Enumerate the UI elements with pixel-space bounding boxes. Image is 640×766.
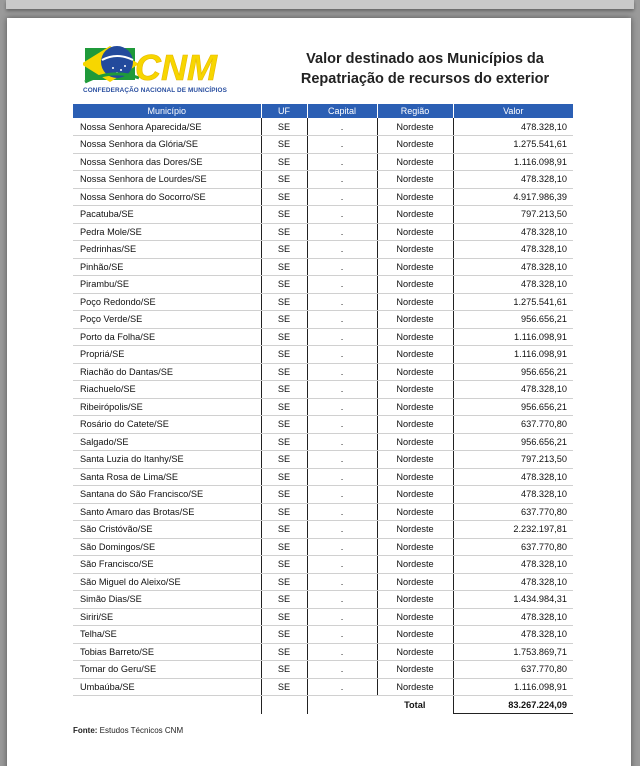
- table-row: [73, 468, 573, 486]
- cell-valor: 478.328,10: [453, 608, 573, 626]
- cell-uf: SE: [261, 433, 307, 451]
- total-label: Total: [404, 699, 426, 710]
- cell-uf: SE: [261, 258, 307, 276]
- cell-municipio: Pedrinhas/SE: [73, 241, 261, 259]
- cell-uf: SE: [261, 468, 307, 486]
- cell-regiao: Nordeste: [377, 626, 453, 644]
- brazil-flag-globe-icon: [83, 38, 243, 88]
- cell-capital: .: [307, 153, 377, 171]
- cell-uf: SE: [261, 328, 307, 346]
- cell-regiao: Nordeste: [377, 398, 453, 416]
- table-row: [73, 486, 573, 504]
- cell-municipio: Santo Amaro das Brotas/SE: [73, 503, 261, 521]
- table-row: [73, 556, 573, 574]
- cell-regiao: Nordeste: [377, 153, 453, 171]
- cell-regiao: Nordeste: [377, 328, 453, 346]
- cell-capital: .: [307, 293, 377, 311]
- table-row: [73, 188, 573, 206]
- cell-capital: .: [307, 573, 377, 591]
- logo-caption: CONFEDERAÇÃO NACIONAL DE MUNICÍPIOS: [83, 87, 227, 94]
- cell-municipio: Telha/SE: [73, 626, 261, 644]
- cell-valor: 1.116.098,91: [453, 678, 573, 696]
- table-row: [73, 171, 573, 189]
- cell-regiao: Nordeste: [377, 293, 453, 311]
- cell-municipio: Nossa Senhora da Glória/SE: [73, 136, 261, 154]
- cell-valor: 478.328,10: [453, 573, 573, 591]
- table-row: [73, 503, 573, 521]
- cell-valor: 637.770,80: [453, 661, 573, 679]
- table-row: [73, 608, 573, 626]
- cell-uf: SE: [261, 608, 307, 626]
- table-row: [73, 573, 573, 591]
- cell-valor: 478.328,10: [453, 223, 573, 241]
- cell-regiao: Nordeste: [377, 521, 453, 539]
- cell-municipio: Nossa Senhora das Dores/SE: [73, 153, 261, 171]
- cell-uf: SE: [261, 188, 307, 206]
- cell-uf: SE: [261, 556, 307, 574]
- cell-capital: .: [307, 451, 377, 469]
- table-row: [73, 328, 573, 346]
- cell-municipio: Propriá/SE: [73, 346, 261, 364]
- cell-capital: .: [307, 556, 377, 574]
- cell-valor: 478.328,10: [453, 556, 573, 574]
- cell-regiao: Nordeste: [377, 311, 453, 329]
- table-row: [73, 206, 573, 224]
- cell-regiao: Nordeste: [377, 433, 453, 451]
- cell-uf: SE: [261, 206, 307, 224]
- cell-capital: .: [307, 468, 377, 486]
- cell-capital: .: [307, 398, 377, 416]
- cell-capital: .: [307, 188, 377, 206]
- cell-uf: SE: [261, 118, 307, 136]
- table-row: [73, 398, 573, 416]
- cell-uf: SE: [261, 416, 307, 434]
- cell-regiao: Nordeste: [377, 136, 453, 154]
- table-row: [73, 678, 573, 696]
- cell-valor: 478.328,10: [453, 258, 573, 276]
- table-row: [73, 136, 573, 154]
- cell-valor: 4.917.986,39: [453, 188, 573, 206]
- cell-uf: SE: [261, 241, 307, 259]
- cell-uf: SE: [261, 276, 307, 294]
- source-footer: [73, 726, 183, 735]
- cell-municipio: São Miguel do Aleixo/SE: [73, 573, 261, 591]
- cell-municipio: Nossa Senhora Aparecida/SE: [73, 118, 261, 136]
- cell-capital: .: [307, 328, 377, 346]
- cell-valor: 1.116.098,91: [453, 153, 573, 171]
- cell-capital: .: [307, 206, 377, 224]
- cell-capital: .: [307, 503, 377, 521]
- cell-regiao: Nordeste: [377, 188, 453, 206]
- cell-regiao: Nordeste: [377, 608, 453, 626]
- cell-valor: 1.753.869,71: [453, 643, 573, 661]
- cell-valor: 478.328,10: [453, 241, 573, 259]
- cell-uf: SE: [261, 486, 307, 504]
- cell-regiao: Nordeste: [377, 363, 453, 381]
- cell-regiao: Nordeste: [377, 223, 453, 241]
- cell-regiao: Nordeste: [377, 468, 453, 486]
- cell-capital: .: [307, 346, 377, 364]
- cell-uf: SE: [261, 661, 307, 679]
- cell-uf: SE: [261, 643, 307, 661]
- cell-regiao: Nordeste: [377, 661, 453, 679]
- table-row: [73, 293, 573, 311]
- cell-regiao: Nordeste: [377, 573, 453, 591]
- total-value: 83.267.224,09: [453, 696, 573, 714]
- cell-regiao: Nordeste: [377, 451, 453, 469]
- cell-regiao: Nordeste: [377, 643, 453, 661]
- cell-regiao: Nordeste: [377, 416, 453, 434]
- cell-uf: SE: [261, 451, 307, 469]
- cell-municipio: Poço Redondo/SE: [73, 293, 261, 311]
- cell-municipio: Tobias Barreto/SE: [73, 643, 261, 661]
- cell-uf: SE: [261, 311, 307, 329]
- cell-capital: .: [307, 661, 377, 679]
- cell-valor: 797.213,50: [453, 206, 573, 224]
- logo-text: CNM: [135, 47, 217, 88]
- table-header-row: [73, 104, 573, 118]
- cell-municipio: Poço Verde/SE: [73, 311, 261, 329]
- cell-capital: .: [307, 608, 377, 626]
- cell-regiao: Nordeste: [377, 346, 453, 364]
- cell-regiao: Nordeste: [377, 556, 453, 574]
- cell-uf: SE: [261, 223, 307, 241]
- cell-municipio: São Francisco/SE: [73, 556, 261, 574]
- table-row: [73, 276, 573, 294]
- table-row: [73, 538, 573, 556]
- header-uf: UF: [261, 104, 307, 118]
- cell-capital: .: [307, 258, 377, 276]
- cell-regiao: Nordeste: [377, 486, 453, 504]
- cell-valor: 1.275.541,61: [453, 136, 573, 154]
- previous-page-edge: [6, 0, 634, 9]
- cell-municipio: Ribeirópolis/SE: [73, 398, 261, 416]
- total-row: [73, 696, 573, 714]
- cell-municipio: Pacatuba/SE: [73, 206, 261, 224]
- cell-capital: .: [307, 416, 377, 434]
- table-row: [73, 346, 573, 364]
- cell-valor: 797.213,50: [453, 451, 573, 469]
- cell-capital: .: [307, 486, 377, 504]
- cell-uf: SE: [261, 398, 307, 416]
- cell-capital: .: [307, 678, 377, 696]
- table-row: [73, 521, 573, 539]
- cell-regiao: Nordeste: [377, 503, 453, 521]
- cell-regiao: Nordeste: [377, 678, 453, 696]
- cell-regiao: Nordeste: [377, 591, 453, 609]
- cell-capital: .: [307, 521, 377, 539]
- cell-valor: 478.328,10: [453, 276, 573, 294]
- cell-uf: SE: [261, 171, 307, 189]
- document-title: [277, 49, 573, 89]
- cell-capital: .: [307, 591, 377, 609]
- table-row: [73, 433, 573, 451]
- cell-municipio: Nossa Senhora do Socorro/SE: [73, 188, 261, 206]
- cell-municipio: São Domingos/SE: [73, 538, 261, 556]
- table-row: [73, 661, 573, 679]
- cell-capital: .: [307, 241, 377, 259]
- cell-municipio: Salgado/SE: [73, 433, 261, 451]
- cell-uf: SE: [261, 381, 307, 399]
- cell-capital: .: [307, 223, 377, 241]
- cell-uf: SE: [261, 363, 307, 381]
- cell-regiao: Nordeste: [377, 276, 453, 294]
- title-line-2: Repatriação de recursos do exterior: [300, 71, 550, 87]
- cell-valor: 637.770,80: [453, 416, 573, 434]
- cell-valor: 2.232.197,81: [453, 521, 573, 539]
- cell-municipio: Santa Rosa de Lima/SE: [73, 468, 261, 486]
- document-page: [7, 18, 631, 766]
- cell-uf: SE: [261, 678, 307, 696]
- header-municipio: Município: [73, 104, 261, 118]
- cell-municipio: Santana do São Francisco/SE: [73, 486, 261, 504]
- table-row: [73, 153, 573, 171]
- cell-regiao: Nordeste: [377, 538, 453, 556]
- cell-capital: .: [307, 276, 377, 294]
- table-row: [73, 118, 573, 136]
- cell-uf: SE: [261, 153, 307, 171]
- table-row: [73, 451, 573, 469]
- cell-capital: .: [307, 538, 377, 556]
- cell-capital: .: [307, 363, 377, 381]
- table-row: [73, 381, 573, 399]
- cell-regiao: Nordeste: [377, 206, 453, 224]
- cell-regiao: Nordeste: [377, 118, 453, 136]
- table-row: [73, 591, 573, 609]
- cell-municipio: Umbaúba/SE: [73, 678, 261, 696]
- cell-capital: .: [307, 118, 377, 136]
- table-row: [73, 643, 573, 661]
- cell-uf: SE: [261, 538, 307, 556]
- header-valor: Valor: [453, 104, 573, 118]
- cell-valor: 1.434.984,31: [453, 591, 573, 609]
- cell-regiao: Nordeste: [377, 258, 453, 276]
- cell-municipio: Santa Luzia do Itanhy/SE: [73, 451, 261, 469]
- cell-valor: 1.116.098,91: [453, 328, 573, 346]
- table-row: [73, 416, 573, 434]
- cell-regiao: Nordeste: [377, 241, 453, 259]
- cell-regiao: Nordeste: [377, 171, 453, 189]
- cell-municipio: Tomar do Geru/SE: [73, 661, 261, 679]
- cell-uf: SE: [261, 346, 307, 364]
- cell-valor: 1.116.098,91: [453, 346, 573, 364]
- cell-valor: 956.656,21: [453, 311, 573, 329]
- cell-regiao: Nordeste: [377, 381, 453, 399]
- cell-uf: SE: [261, 503, 307, 521]
- table-row: [73, 223, 573, 241]
- cell-municipio: Pirambu/SE: [73, 276, 261, 294]
- cell-municipio: Porto da Folha/SE: [73, 328, 261, 346]
- footer-source: Estudos Técnicos CNM: [99, 726, 184, 735]
- cell-valor: 956.656,21: [453, 433, 573, 451]
- cell-valor: 478.328,10: [453, 626, 573, 644]
- municipios-table: [73, 104, 573, 714]
- cell-uf: SE: [261, 591, 307, 609]
- footer-label: Fonte:: [73, 726, 98, 735]
- cell-valor: 1.275.541,61: [453, 293, 573, 311]
- cell-uf: SE: [261, 293, 307, 311]
- cell-municipio: Rosário do Catete/SE: [73, 416, 261, 434]
- cell-uf: SE: [261, 136, 307, 154]
- cell-valor: 637.770,80: [453, 503, 573, 521]
- cell-capital: .: [307, 171, 377, 189]
- table-row: [73, 626, 573, 644]
- cell-valor: 956.656,21: [453, 363, 573, 381]
- table-row: [73, 311, 573, 329]
- cell-valor: 478.328,10: [453, 486, 573, 504]
- cell-municipio: Nossa Senhora de Lourdes/SE: [73, 171, 261, 189]
- cell-uf: SE: [261, 521, 307, 539]
- cell-municipio: Pinhão/SE: [73, 258, 261, 276]
- cell-municipio: Siriri/SE: [73, 608, 261, 626]
- cell-capital: .: [307, 311, 377, 329]
- table-row: [73, 241, 573, 259]
- table-row: [73, 258, 573, 276]
- cell-valor: 478.328,10: [453, 468, 573, 486]
- cell-capital: .: [307, 381, 377, 399]
- cell-capital: .: [307, 626, 377, 644]
- cell-municipio: Riachão do Dantas/SE: [73, 363, 261, 381]
- cell-capital: .: [307, 433, 377, 451]
- cell-capital: .: [307, 643, 377, 661]
- cell-capital: .: [307, 136, 377, 154]
- title-line-1: Valor destinado aos Municípios da: [306, 51, 544, 67]
- cell-uf: SE: [261, 626, 307, 644]
- cell-uf: SE: [261, 573, 307, 591]
- cell-valor: 637.770,80: [453, 538, 573, 556]
- header-regiao: Região: [377, 104, 453, 118]
- cell-municipio: Riachuelo/SE: [73, 381, 261, 399]
- cell-municipio: São Cristóvão/SE: [73, 521, 261, 539]
- cnm-logo: [83, 38, 243, 100]
- cell-valor: 478.328,10: [453, 118, 573, 136]
- cell-valor: 478.328,10: [453, 381, 573, 399]
- header-capital: Capital: [307, 104, 377, 118]
- cell-municipio: Pedra Mole/SE: [73, 223, 261, 241]
- cell-municipio: Simão Dias/SE: [73, 591, 261, 609]
- cell-valor: 956.656,21: [453, 398, 573, 416]
- cell-valor: 478.328,10: [453, 171, 573, 189]
- table-row: [73, 363, 573, 381]
